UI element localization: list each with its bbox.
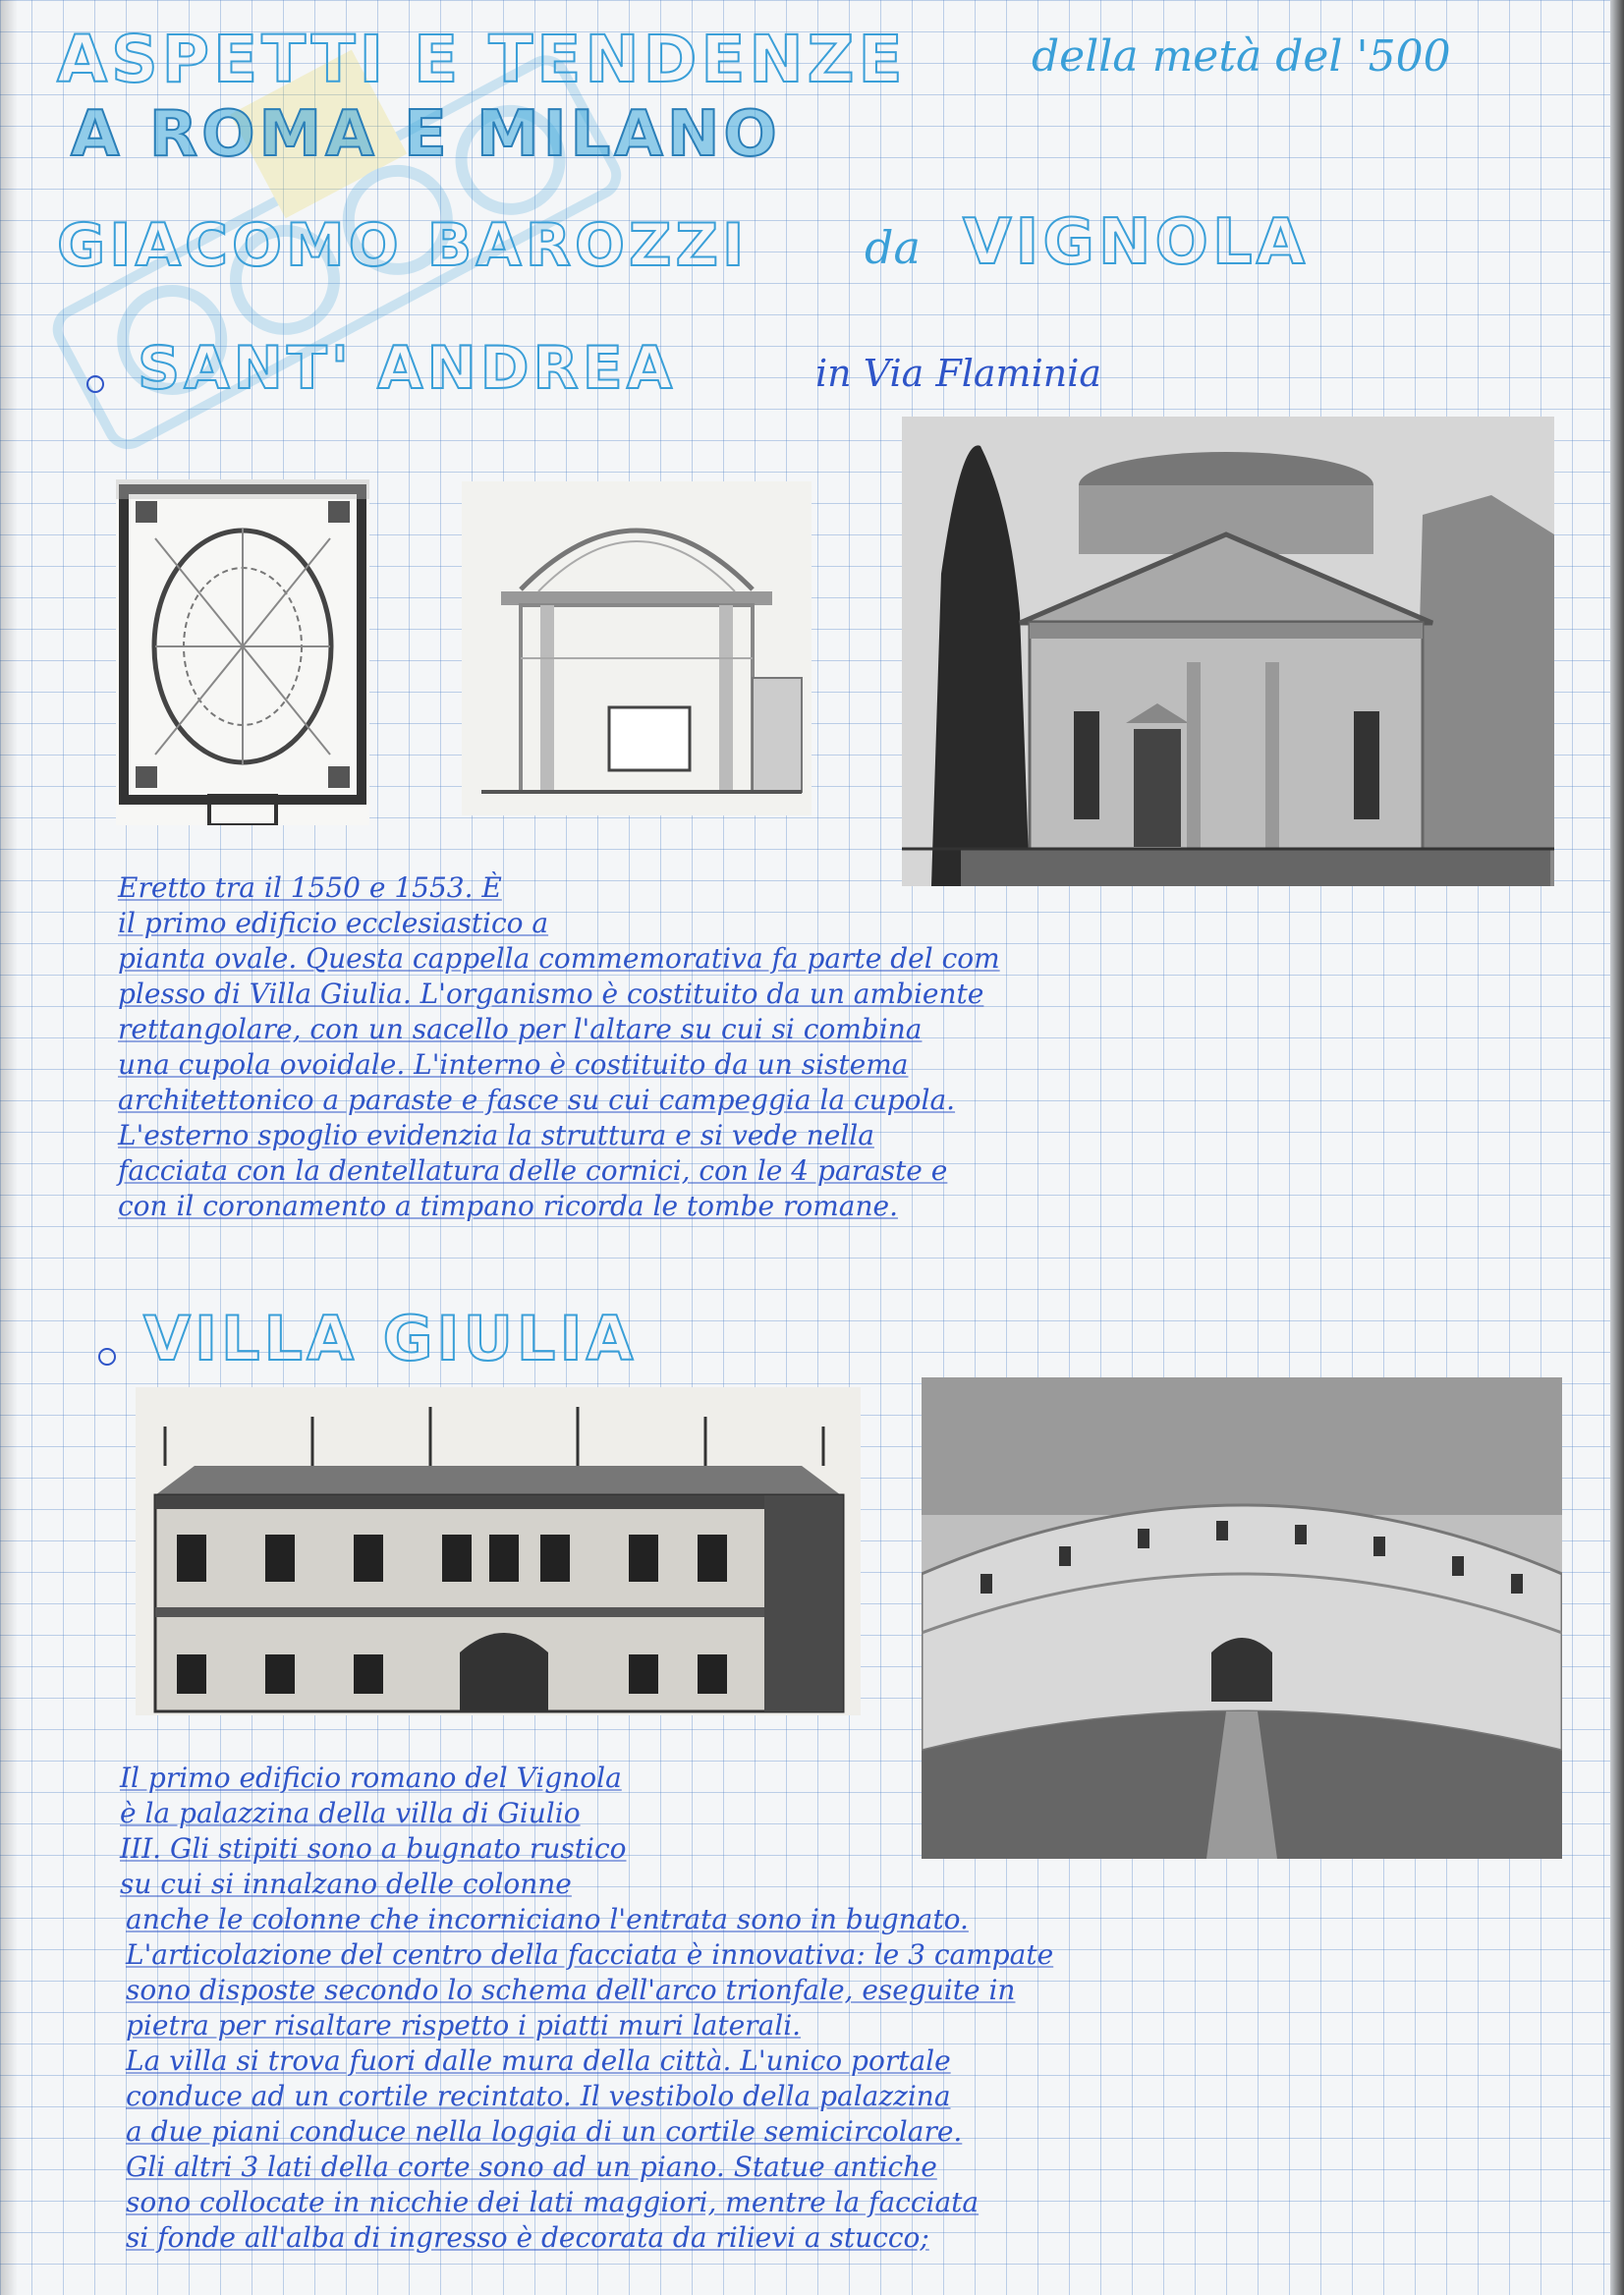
page-edge [1610,0,1624,2295]
note-line: sono disposte secondo lo schema dell'arco trionfale, eseguite in [126,1974,1016,2006]
floor-plan-drawing [116,479,369,825]
villa-facade-drawing [136,1387,861,1715]
note-line: con il coronamento a timpano ricorda le tombe romane. [118,1190,898,1222]
page-title-suffix: della metà del '500 [1032,31,1451,82]
note-line: è la palazzina della villa di Giulio [120,1797,581,1829]
note-line: si fonde all'alba di ingresso è decorata da rilievi a stucco; [126,2221,929,2254]
page-title-line2: A ROMA E MILANO [71,98,781,171]
floor-plan-image [116,479,369,825]
author-place: VIGNOLA [963,206,1310,279]
note-line: sono collocate in nicchie dei lati maggiori, mentre la facciata [126,2186,980,2218]
note-line: a due piani conduce nella loggia di un cortile semicircolare. [126,2115,963,2148]
church-photo [902,417,1554,886]
note-line: La villa si trova fuori dalle mura della città. L'unico portale [126,2044,951,2077]
church-photo-drawing [902,417,1554,886]
villa-courtyard-photo [922,1377,1562,1859]
note-line: pianta ovale. Questa cappella commemorativa fa parte del com [118,942,1000,975]
notes-villa-giulia-short [120,1761,626,1902]
bullet-villa-giulia [98,1348,116,1366]
note-line: il primo edificio ecclesiastico a [118,907,549,939]
author-da: da [865,221,921,274]
section-heading-villa-giulia: VILLA GIULIA [143,1303,638,1374]
note-line: architettonico a paraste e fasce su cui campeggia la cupola. [118,1084,956,1116]
note-line: L'esterno spoglio evidenzia la struttura e si vede nella [118,1119,874,1151]
page-title-line1: ASPETTI E TENDENZE [57,22,907,97]
villa-facade-image [136,1387,861,1715]
note-line: Il primo edificio romano del Vignola [120,1762,622,1794]
note-line: Eretto tra il 1550 e 1553. È [118,871,502,904]
note-line: conduce ad un cortile recintato. Il vestibolo della palazzina [126,2080,951,2112]
section-note-sant-andrea: in Via Flaminia [815,352,1102,395]
notes-villa-giulia [126,1902,1053,2256]
note-line: L'articolazione del centro della facciata è innovativa: le 3 campate [126,1938,1054,1971]
note-line: su cui si innalzano delle colonne [120,1868,572,1900]
section-drawing-image [462,481,812,815]
bullet-sant-andrea [86,375,104,393]
villa-courtyard-drawing [922,1377,1562,1859]
note-line: rettangolare, con un sacello per l'altare su cui si combina [118,1013,923,1045]
section-drawing [462,481,812,815]
binder-shadow [0,0,18,2295]
note-line: una cupola ovoidale. L'interno è costituito da un sistema [118,1048,909,1081]
note-line: facciata con la dentellatura delle cornici, con le 4 paraste e [118,1154,948,1187]
note-line: Gli altri 3 lati della corte sono ad un piano. Statue antiche [126,2151,937,2183]
note-line: pietra per risaltare rispetto i piatti muri laterali. [126,2009,802,2042]
author-name: GIACOMO BAROZZI [57,211,749,280]
note-line: plesso di Villa Giulia. L'organismo è costituito da un ambiente [118,978,984,1010]
section-heading-sant-andrea: SANT' ANDREA [138,334,677,403]
note-line: III. Gli stipiti sono a bugnato rustico [120,1832,627,1865]
notes-sant-andrea [118,870,1000,1224]
note-line: anche le colonne che incorniciano l'entrata sono in bugnato. [126,1903,969,1935]
